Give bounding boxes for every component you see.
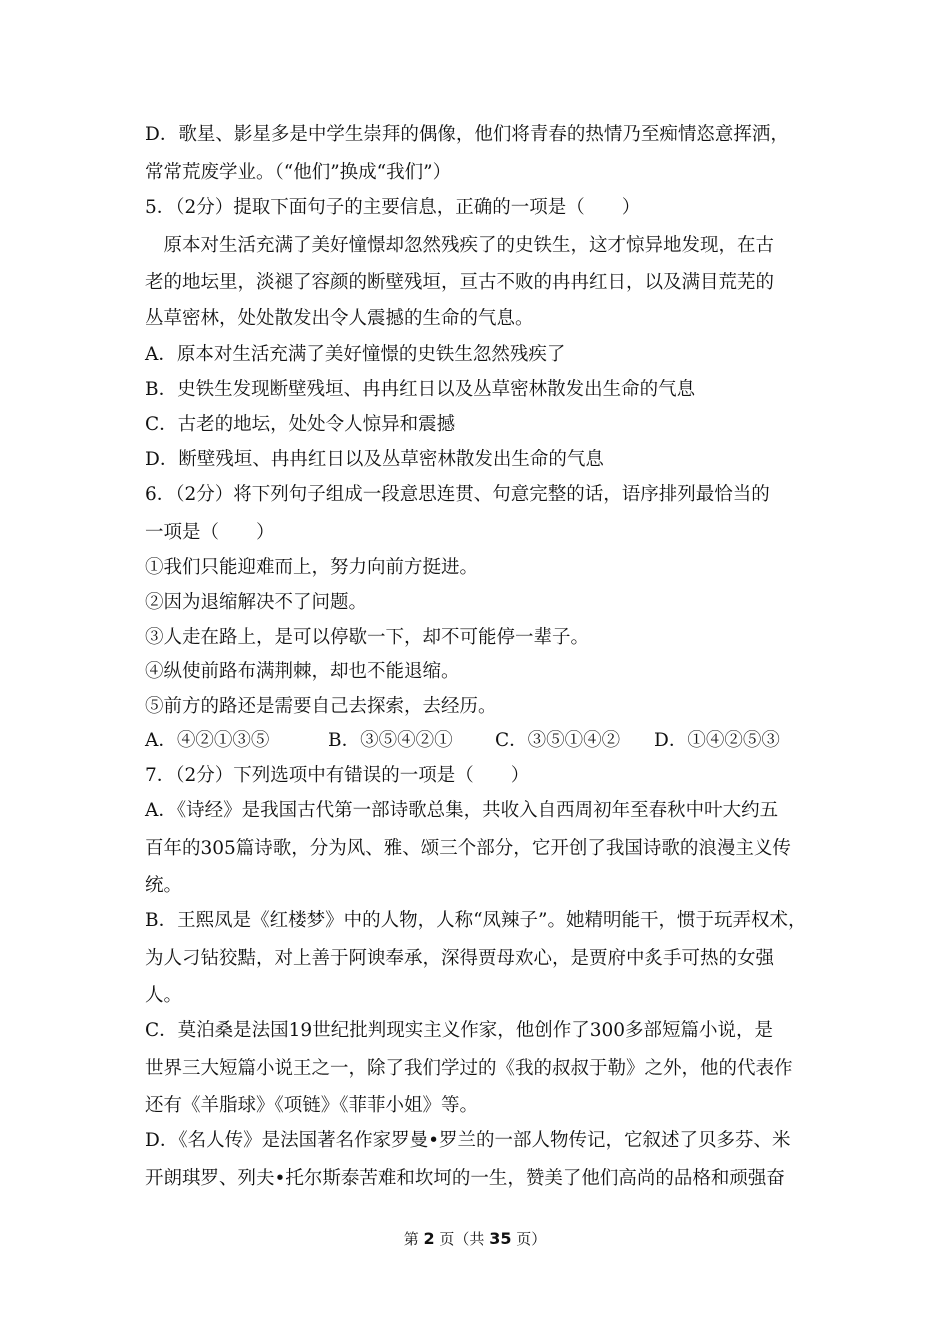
footer-prefix: 第 (403, 1230, 419, 1248)
sentence-2: ②因为退缩解决不了问题。 (145, 592, 368, 613)
option-d: D．《名人传》是法国著名作家罗曼•罗兰的一部人物传记，它叙述了贝多芬、米 (145, 1130, 791, 1151)
text-line: 百年的305篇诗歌，分为风、雅、颂三个部分，它开创了我国诗歌的浪漫主义传 (145, 838, 791, 859)
text-line: 为人刁钻狡黠，对上善于阿谀奉承，深得贾母欢心，是贾府中炙手可热的女强 (145, 948, 775, 969)
option-a: A．④②①③⑤ (145, 730, 270, 751)
sentence-5: ⑤前方的路还是需要自己去探索，去经历。 (145, 696, 497, 717)
text-line: 开朗琪罗、列夫•托尔斯泰苦难和坎坷的一生，赞美了他们高尚的品格和顽强奋 (145, 1168, 785, 1189)
sentence-3: ③人走在路上，是可以停歇一下，却不可能停一辈子。 (145, 627, 590, 648)
question-6-stem: 6．（2分）将下列句子组成一段意思连贯、句意完整的话，语序排列最恰当的 (145, 484, 770, 505)
text-line: 丛草密林，处处散发出令人震撼的生命的气息。 (145, 308, 534, 329)
option-a: A．《诗经》是我国古代第一部诗歌总集，共收入自西周初年至春秋中叶大约五 (145, 800, 779, 821)
text-line: 老的地坛里，淡褪了容颜的断壁残垣，亘古不败的冉冉红日，以及满目荒芜的 (145, 272, 775, 293)
sentence-4: ④纵使前路布满荆棘，却也不能退缩。 (145, 661, 460, 682)
option-c: C．古老的地坛，处处令人惊异和震撼 (145, 414, 456, 435)
option-b: B．史铁生发现断壁残垣、冉冉红日以及丛草密林散发出生命的气息 (145, 379, 696, 400)
text-line: 常常荒废学业。（“他们”换成“我们”） (145, 162, 452, 183)
text-line: 原本对生活充满了美好憧憬却忽然残疾了的史铁生，这才惊异地发现，在古 (145, 235, 775, 256)
total-pages: 35 (489, 1229, 512, 1248)
option-b: B．③⑤④②① (328, 730, 453, 751)
question-7-stem: 7．（2分）下列选项中有错误的一项是（ ） (145, 765, 530, 786)
option-c: C．③⑤①④② (495, 730, 621, 751)
sentence-1: ①我们只能迎难而上，努力向前方挺进。 (145, 557, 479, 578)
text-line: 统。 (145, 875, 183, 896)
option-b: B．王熙凤是《红楼梦》中的人物，人称“凤辣子”。她精明能干，惯于玩弄权术， (145, 910, 807, 931)
question-5-stem: 5．（2分）提取下面句子的主要信息，正确的一项是（ ） (145, 197, 641, 218)
footer-suffix: 页） (516, 1230, 547, 1248)
page-footer (0, 1228, 950, 1250)
text-line: 人。 (145, 985, 183, 1006)
option-c: C．莫泊桑是法国19世纪批判现实主义作家，他创作了300多部短篇小说，是 (145, 1020, 774, 1041)
text-line: D．歌星、影星多是中学生崇拜的偶像，他们将青春的热情乃至痴情恣意挥洒， (145, 124, 789, 145)
option-a: A．原本对生活充满了美好憧憬的史铁生忽然残疾了 (145, 344, 566, 365)
option-d: D．断壁残垣、冉冉红日以及丛草密林散发出生命的气息 (145, 449, 604, 470)
text-line: 一项是（ ） (145, 522, 275, 543)
text-line: 世界三大短篇小说王之一，除了我们学过的《我的叔叔于勒》之外，他的代表作 (145, 1058, 793, 1079)
footer-mid: 页（共 (439, 1230, 485, 1248)
text-line: 还有《羊脂球》《项链》《菲菲小姐》等。 (145, 1095, 479, 1116)
question-6-options (145, 728, 825, 754)
option-d: D．①④②⑤③ (654, 730, 780, 751)
page-number: 2 (423, 1229, 435, 1248)
